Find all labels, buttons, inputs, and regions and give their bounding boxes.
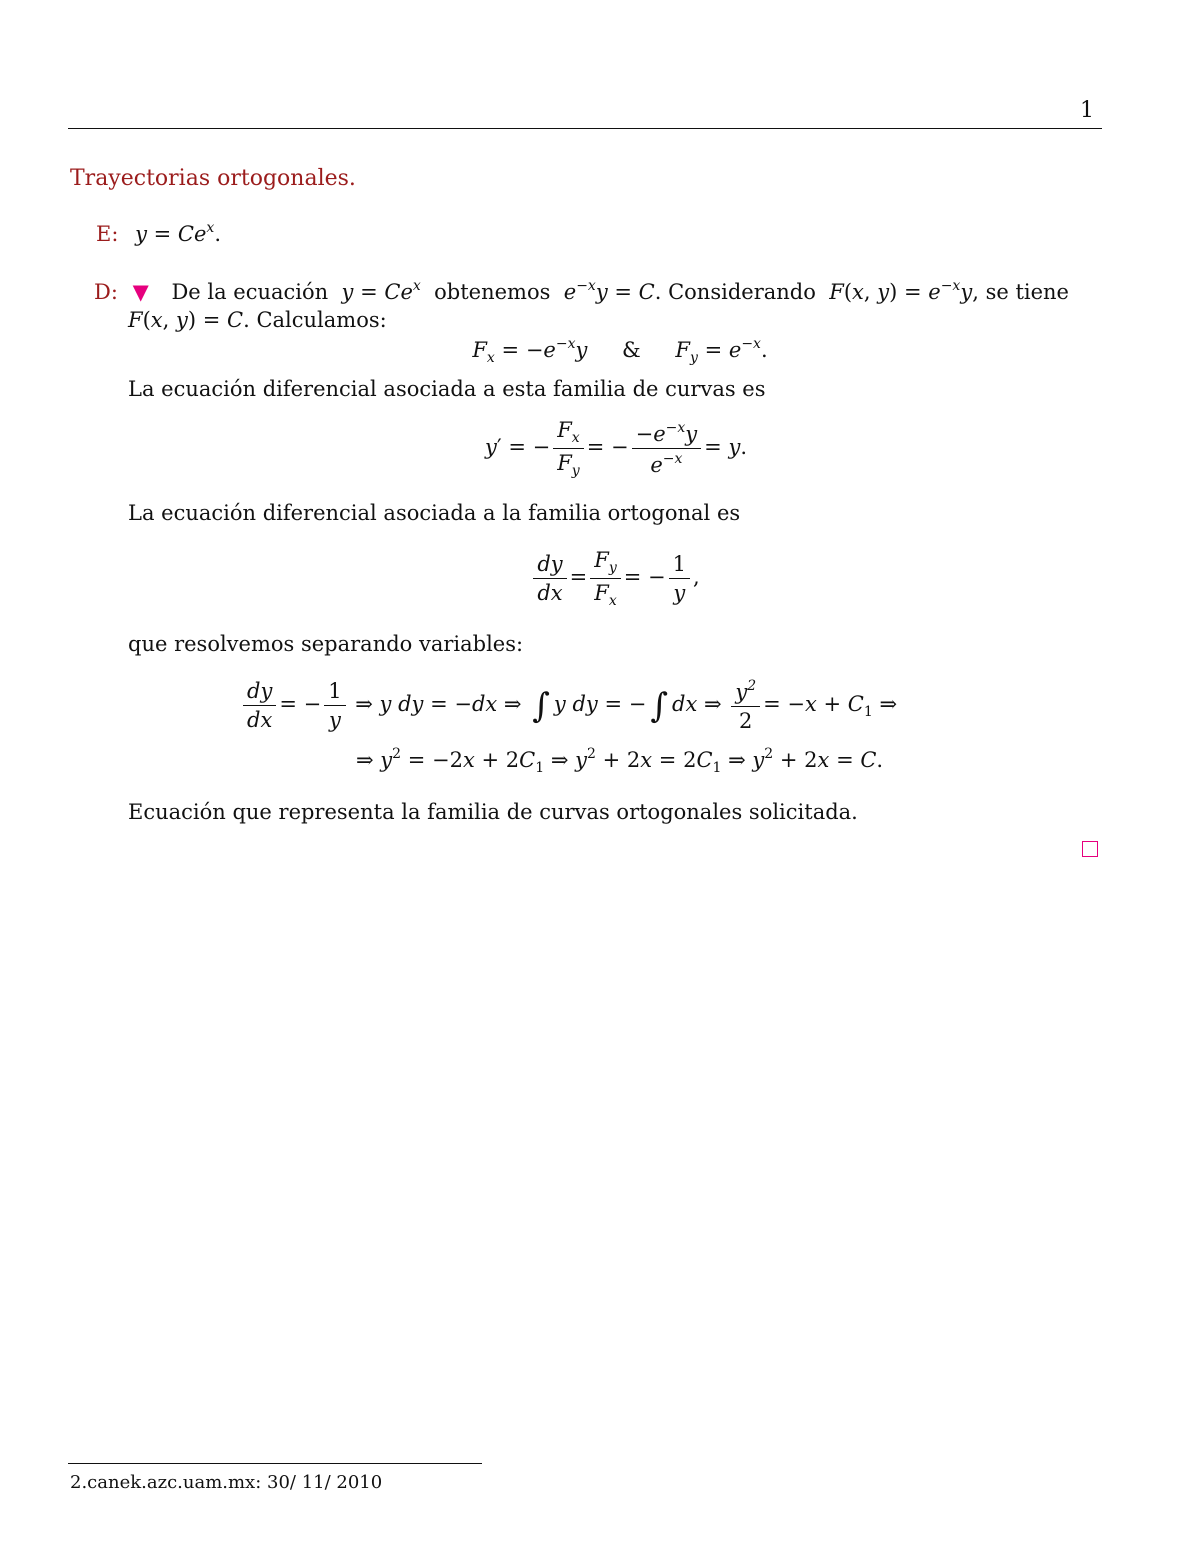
- solution-text-b: obtenemos: [434, 280, 551, 304]
- eq-inline-3: F(x, $y) = e^{-x}y$: [822, 278, 973, 304]
- solution-text-d: , se tiene: [972, 280, 1069, 304]
- statement: [96, 220, 221, 246]
- eq-partials: $F_x = -e^{-x}y$ & $F_y = e^{-x}$.: [472, 336, 768, 366]
- solution-second-line: [128, 308, 387, 332]
- eq-separation-line-1: $\frac{dy}{dx}$ = − $\frac{1}{y}$ ⇒ y dy = −dx ⇒ ∫ y dy = − ∫ dx ⇒ $\frac{y^2}{2}$ = $-x + C_1$ ⇒: [240, 678, 897, 733]
- solution-text-e: . Calculamos:: [243, 308, 387, 332]
- paragraph-separation: que resolvemos separando variables:: [128, 632, 524, 656]
- solution-text-a: De la ecuación: [171, 280, 329, 304]
- eq-ode-orthogonal: $\frac{dy}{dx}$ = $\frac{F_y}{F_x}$ = − $\frac{1}{y}$ ,: [0, 548, 1200, 609]
- solution-first-line: [94, 278, 1104, 304]
- statement-equation: $y = Ce^x$.: [135, 220, 222, 246]
- header-rule: [68, 128, 1102, 129]
- paragraph-family-ode: La ecuación diferencial asociada a esta familia de curvas es: [128, 377, 766, 401]
- eq-separation-line-2: ⇒ $y^2 = -2x + 2C_1$ ⇒ $y^2 + 2x = 2C_1$ ⇒ $y^2 + 2x = C$.: [356, 746, 884, 776]
- statement-label: E:: [96, 222, 119, 246]
- eq-inline-2: $e^{-x}y = C$: [557, 278, 655, 304]
- paragraph-conclusion: Ecuación que representa la familia de curvas ortogonales solicitada.: [128, 800, 858, 824]
- solution-label: D:: [94, 280, 118, 304]
- eq-ode-family: y′ = − $\frac{F_x}{F_y}$ = − $\frac{-e^{-x}y}{e^{-x}}$ = y.: [485, 418, 747, 479]
- triangle-down-icon: ▼: [132, 280, 149, 304]
- paragraph-orthogonal-ode: La ecuación diferencial asociada a la familia ortogonal es: [128, 501, 741, 525]
- eq-inline-1: $y = Ce^x$: [334, 278, 421, 304]
- qed-square-icon: [1082, 841, 1098, 857]
- footnote-rule: [68, 1463, 482, 1464]
- eq-inline-4: F(x, y) = C: [128, 308, 244, 332]
- page-number: 1: [1080, 98, 1094, 123]
- section-title: Trayectorias ortogonales.: [70, 166, 356, 191]
- solution-text-c: . Considerando: [654, 280, 816, 304]
- footnote-text: 2.canek.azc.uam.mx: 30/ 11/ 2010: [70, 1472, 383, 1493]
